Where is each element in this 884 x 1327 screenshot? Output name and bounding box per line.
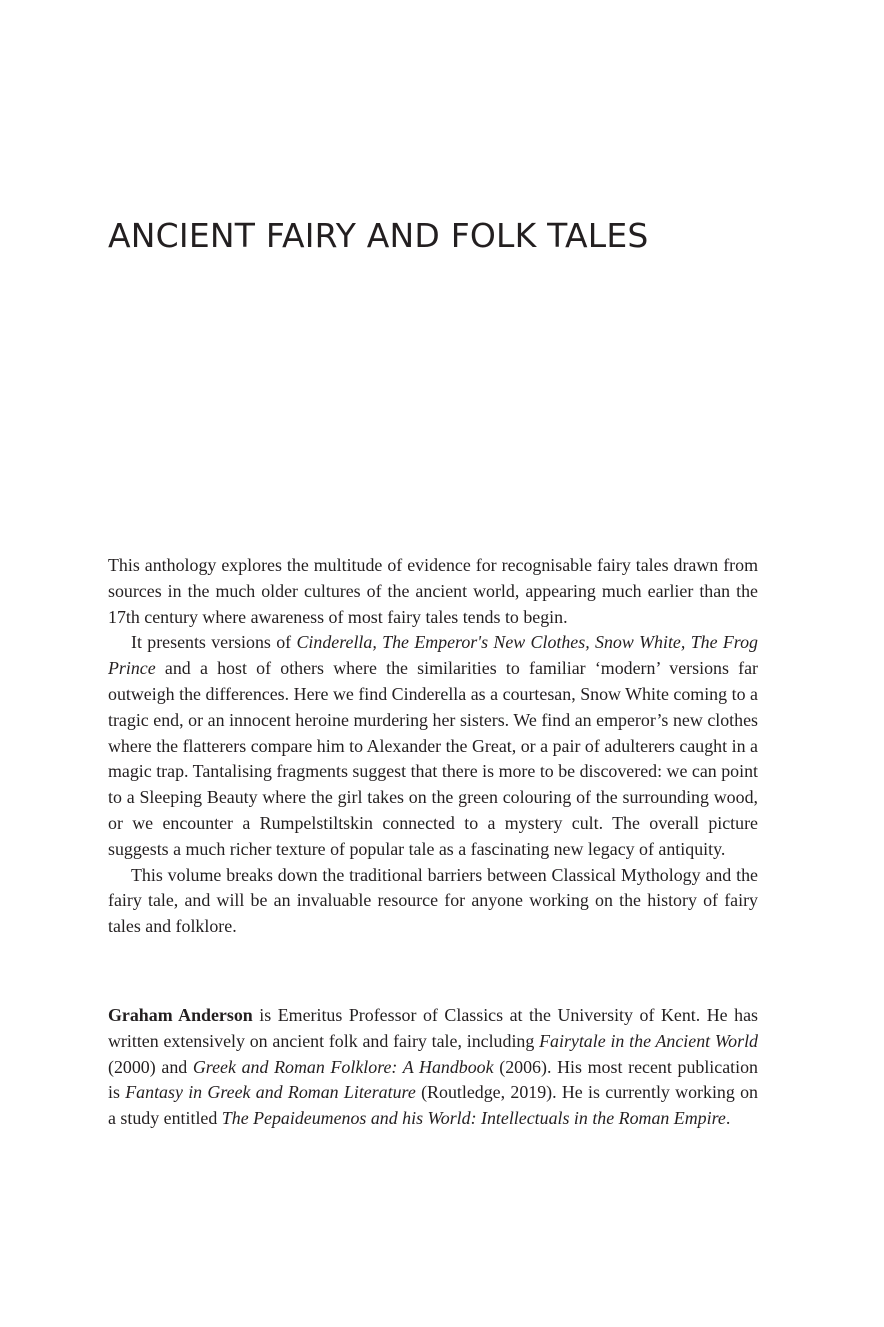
description-text: It presents versions of [131, 632, 297, 653]
description-text: and a host of others where the similarities to familiar ‘modern’ versions far outweigh the differences. Here we find Cinderella as a courtesan, Snow White coming to a tragic end, or an innocent heroine murdering her sisters. We find an emperor’s new clothes where the flatterers compare him to Alexander the Great, or a pair of adulterers caught in a magic trap. Tantalising fragments suggest that there is more to be discovered: we can point to a Sleeping Beauty where the girl takes on the green colouring of the surrounding wood, or we encounter a Rumpelstiltskin connected to a mystery cult. The overall picture suggests a much richer texture of popular tale as a fascinating new legacy of antiquity. [108, 658, 758, 859]
bio-text: (2006). His most recent publication is [108, 1056, 758, 1103]
book-title: Fairytale in the Ancient World [539, 1030, 758, 1051]
author-bio-paragraph [108, 1003, 758, 1132]
book-title: Greek and Roman Folklore: A Handbook [192, 1056, 494, 1077]
bio-text: . [725, 1108, 731, 1129]
bio-text: (2000) and [108, 1056, 193, 1077]
author-name: Graham Anderson [108, 1005, 253, 1025]
description-paragraph-3: This volume breaks down the traditional barriers between Classical Mythology and the fairy tale, and will be an invaluable resource for anyone working on the history of fairy tales and folklore. [108, 864, 758, 937]
book-description [108, 553, 758, 940]
description-paragraph-1: This anthology explores the multitude of evidence for recognisable fairy tales drawn from sources in the much older cultures of the ancient world, appearing much earlier than the 17th century where awareness of most fairy tales tends to begin. [108, 555, 758, 627]
book-title: Fantasy in Greek and Roman Literature [125, 1082, 416, 1103]
author-bio [108, 1003, 758, 1132]
page-title: ANCIENT FAIRY AND FOLK TALES [108, 216, 649, 255]
book-title: The Pepaideumenos and his World: Intellectuals in the Roman Empire [221, 1108, 726, 1129]
fairy-tale-titles: Cinderella, The Emperor's New Clothes, Snow White, The Frog Prince [108, 632, 758, 679]
bio-text: (Routledge, 2019). He is currently working on a study entitled [108, 1082, 759, 1129]
description-paragraph-2 [108, 630, 758, 862]
bio-text: is Emeritus Professor of Classics at the University of Kent. He has written extensively on ancient folk and fairy tale, including [108, 1005, 758, 1051]
